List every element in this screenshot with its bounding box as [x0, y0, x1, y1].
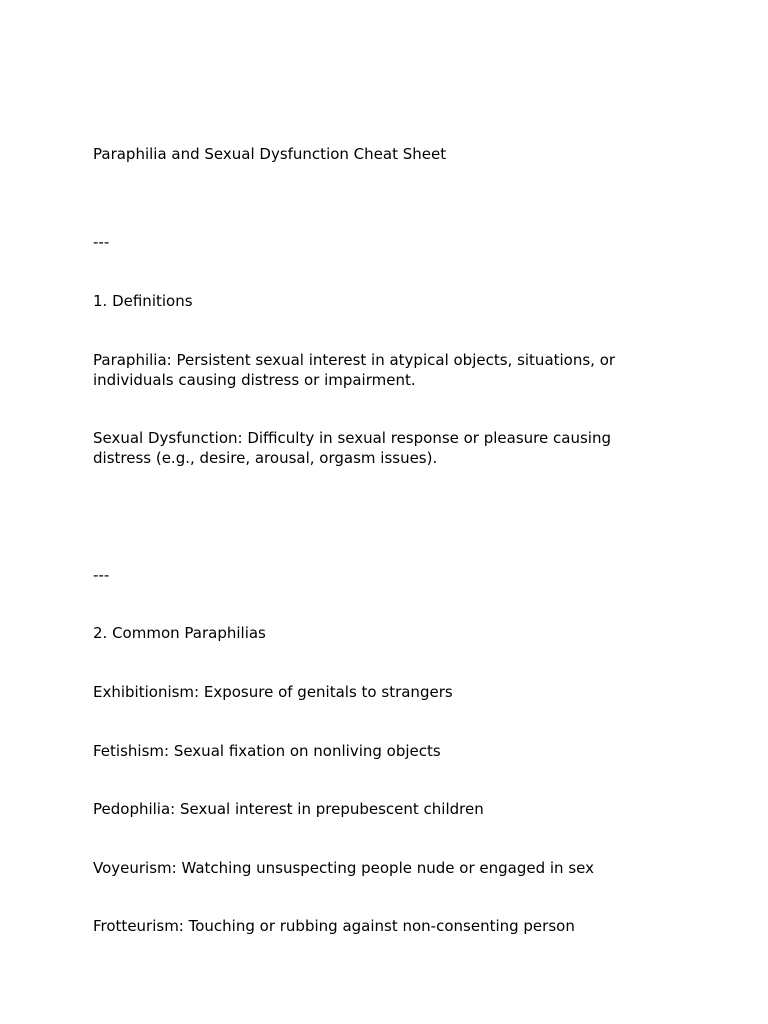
list-item: Voyeurism: Watching unsuspecting people nude or engaged in sex: [93, 859, 594, 877]
list-item: Fetishism: Sexual fixation on nonliving objects: [93, 742, 441, 760]
section-heading-definitions: 1. Definitions: [93, 292, 193, 310]
section-heading-common-paraphilias: 2. Common Paraphilias: [93, 624, 266, 642]
section-separator: ---: [93, 233, 110, 251]
definition-sexual-dysfunction: Sexual Dysfunction: Difficulty in sexual response or pleasure causing distress (e.g., desire, arousal, orgasm issues).: [93, 429, 611, 467]
definition-paraphilia: Paraphilia: Persistent sexual interest in atypical objects, situations, or individuals causing distress or impairment.: [93, 351, 616, 389]
list-item: Exhibitionism: Exposure of genitals to strangers: [93, 683, 453, 701]
list-item: Pedophilia: Sexual interest in prepubescent children: [93, 800, 484, 818]
document-title: Paraphilia and Sexual Dysfunction Cheat Sheet: [93, 145, 447, 163]
list-item: Frotteurism: Touching or rubbing against non-consenting person: [93, 917, 575, 935]
section-separator: ---: [93, 566, 110, 584]
